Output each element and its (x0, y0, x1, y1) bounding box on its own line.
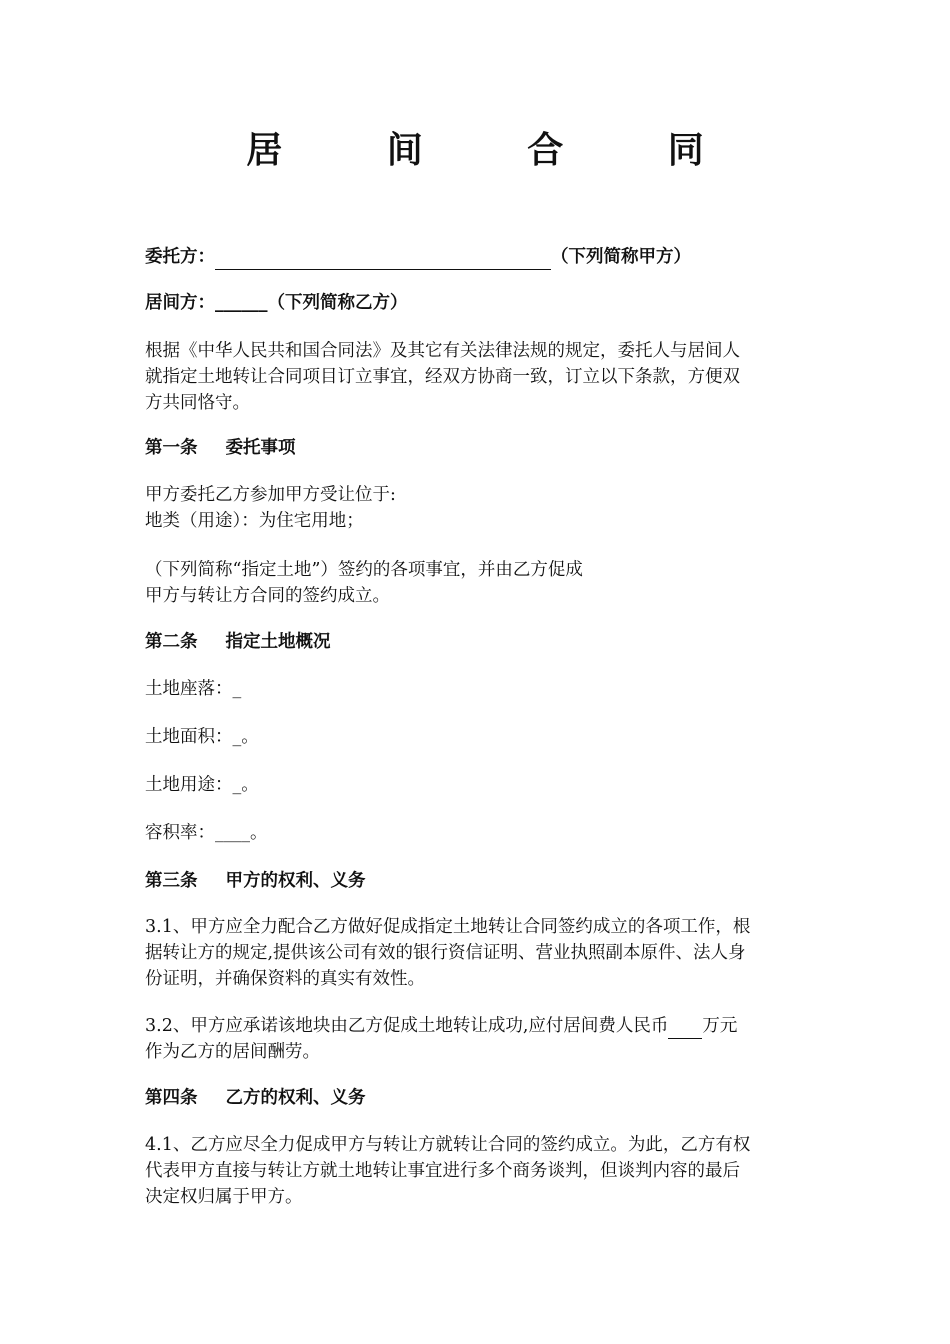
land-area: 土地面积：_。 (145, 727, 259, 747)
intermediary-label: 居间方： (145, 293, 215, 313)
clause-text: 3.2、甲方应承诺该地块由乙方促成土地转让成功,应付居间费人民币 (145, 1016, 669, 1036)
clause-text: 决定权归属于甲方。 (145, 1187, 303, 1207)
clause-text: 作为乙方的居间酬劳。 (145, 1042, 320, 1062)
article2-heading (145, 629, 815, 655)
article3-heading (145, 868, 815, 894)
article1-heading (145, 435, 815, 461)
intermediary-blank: ______ (215, 293, 268, 313)
clause-3-1 (145, 914, 815, 992)
document-title: 居 间 合 同 (246, 129, 750, 171)
fee-blank (668, 1018, 702, 1039)
preamble-line: 方共同恪守。 (145, 393, 250, 413)
article2-title: 指定土地概况 (225, 632, 331, 652)
article1-text: 甲方与转让方合同的签约成立。 (145, 586, 390, 606)
article4-title: 乙方的权利、义务 (225, 1088, 366, 1108)
clause-text: 万元 (702, 1016, 738, 1036)
clause-3-2 (145, 1013, 815, 1065)
principal-suffix: （下列简称甲方） (551, 247, 691, 267)
intermediary-suffix: （下列简称乙方） (267, 293, 408, 313)
article1-para1 (145, 482, 815, 534)
land-use: 土地用途：_。 (145, 775, 259, 795)
principal-line (145, 244, 815, 270)
article1-text: 地类（用途）：为住宅用地； (145, 511, 364, 531)
clause-text: 份证明，并确保资料的真实有效性。 (145, 969, 425, 989)
article1-text: 甲方委托乙方参加甲方受让位于: (145, 485, 396, 505)
intermediary-line (145, 290, 815, 316)
clause-text: 3.1、甲方应全力配合乙方做好促成指定土地转让合同签约成立的各项工作，根 (145, 917, 751, 937)
clause-text: 4.1、乙方应尽全力促成甲方与转让方就转让合同的签约成立。为此，乙方有权 (145, 1135, 751, 1155)
principal-label: 委托方： (145, 247, 215, 267)
article1-para2 (145, 557, 815, 609)
article1-number: 第一条 (145, 438, 198, 458)
preamble-line: 根据《中华人民共和国合同法》及其它有关法律法规的规定，委托人与居间人 (145, 341, 740, 361)
floor-area-ratio: 容积率：____。 (145, 823, 268, 843)
clause-text: 代表甲方直接与转让方就土地转让事宜进行多个商务谈判，但谈判内容的最后 (145, 1161, 740, 1181)
article2-number: 第二条 (145, 632, 198, 652)
preamble (145, 338, 815, 416)
article1-title: 委托事项 (225, 438, 296, 458)
principal-blank (215, 249, 551, 270)
article1-text: （下列简称“指定土地”）签约的各项事宜，并由乙方促成 (145, 560, 583, 580)
article3-title: 甲方的权利、义务 (225, 871, 366, 891)
article4-heading (145, 1085, 815, 1111)
land-location: 土地座落：_ (145, 679, 242, 699)
clause-text: 据转让方的规定,提供该公司有效的银行资信证明、营业执照副本原件、法人身 (145, 943, 746, 963)
preamble-line: 就指定土地转让合同项目订立事宜，经双方协商一致，订立以下条款，方便双 (145, 367, 740, 387)
clause-4-1 (145, 1132, 815, 1210)
article3-number: 第三条 (145, 871, 198, 891)
article4-number: 第四条 (145, 1088, 198, 1108)
